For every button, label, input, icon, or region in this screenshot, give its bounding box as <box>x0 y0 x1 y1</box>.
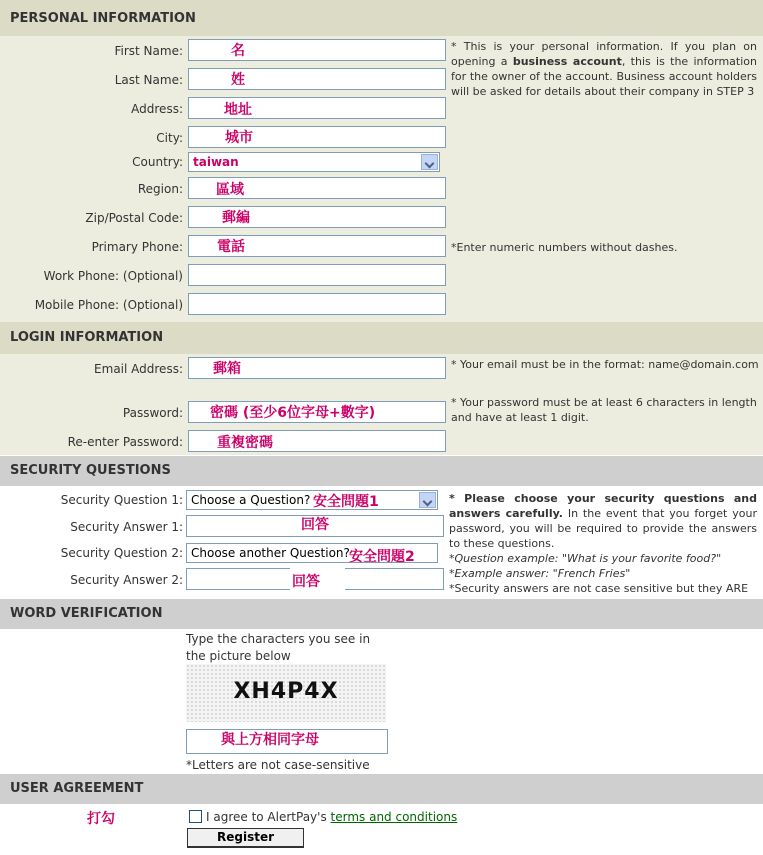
reenter-annotation: 重複密碼 <box>217 435 273 451</box>
phone-annotation: 電話 <box>217 239 245 255</box>
terms-link[interactable]: terms and conditions <box>330 810 458 824</box>
verification-header: WORD VERIFICATION <box>0 599 763 629</box>
email-note: * Your email must be in the format: name@domain.com <box>451 358 759 371</box>
a2-annotation: 回答 <box>292 574 320 590</box>
security-question-1-label: Security Question 1: <box>60 493 183 507</box>
password-note: * Your password must be at least 6 characters in length and have at least 1 digit. <box>451 396 757 424</box>
password-label: Password: <box>122 406 183 420</box>
captcha-text: XH4P4X <box>233 679 339 704</box>
email-annotation: 郵箱 <box>213 361 241 377</box>
zip-label: Zip/Postal Code: <box>85 211 183 225</box>
security-answer-2-label: Security Answer 2: <box>70 573 183 587</box>
q1-annotation: 安全問題1 <box>313 494 379 510</box>
address-annotation: 地址 <box>224 102 252 118</box>
agree-checkbox[interactable] <box>189 810 202 823</box>
work-phone-label: Work Phone: (Optional) <box>43 269 183 283</box>
captcha-case-note: *Letters are not case-sensitive <box>186 758 370 772</box>
address-label: Address: <box>131 102 183 116</box>
login-header: LOGIN INFORMATION <box>0 322 763 354</box>
q2-annotation: 安全問題2 <box>349 549 415 565</box>
city-label: City: <box>156 131 183 145</box>
email-label: Email Address: <box>94 362 183 376</box>
work-phone-input[interactable] <box>188 264 446 286</box>
a1-annotation: 回答 <box>301 517 329 533</box>
security-question-2-value: Choose another Question? <box>191 546 350 560</box>
security-question-1-value: Choose a Question? <box>191 493 311 507</box>
country-value: taiwan <box>193 155 239 169</box>
region-annotation: 區域 <box>216 182 244 198</box>
phone-note: *Enter numeric numbers without dashes. <box>451 241 678 254</box>
agree-text: I agree to AlertPay's terms and conditions <box>206 810 458 824</box>
chevron-down-icon[interactable] <box>419 492 436 508</box>
password-annotation: 密碼 (至少6位字母+數字) <box>210 405 376 421</box>
chevron-down-icon[interactable] <box>421 154 438 170</box>
zip-annotation: 郵編 <box>222 210 250 226</box>
primary-phone-label: Primary Phone: <box>91 240 183 254</box>
security-example-question: *Question example: "What is your favorite food?" <box>449 552 722 565</box>
last-name-label: Last Name: <box>114 73 183 87</box>
city-annotation: 城市 <box>225 130 253 146</box>
security-example-answer: *Example answer: "French Fries" <box>449 567 631 580</box>
checkbox-annotation: 打勾 <box>87 811 115 827</box>
last-name-input[interactable] <box>188 68 446 90</box>
mobile-phone-label: Mobile Phone: (Optional) <box>34 298 183 312</box>
verification-instruction-2: the picture below <box>186 649 291 663</box>
first-name-label: First Name: <box>114 44 183 58</box>
security-question-2-label: Security Question 2: <box>60 546 183 560</box>
last-name-annotation: 姓 <box>231 72 245 88</box>
reenter-password-label: Re-enter Password: <box>67 435 183 449</box>
personal-header: PERSONAL INFORMATION <box>0 0 763 36</box>
personal-info-note: * This is your personal information. If you plan on opening a business account, this is the information for the owner of the account. Business account holders will be asked for details about their company in STEP 3 <box>451 40 757 98</box>
region-label: Region: <box>137 182 183 196</box>
captcha-annotation: 與上方相同字母 <box>221 732 319 748</box>
first-name-input[interactable] <box>188 39 446 61</box>
security-note: * Please choose your security questions and answers carefully. In the event that you forget your password, you will be required to provide the answers to these questions. <box>449 492 757 550</box>
country-label: Country: <box>132 155 183 169</box>
agreement-header: USER AGREEMENT <box>0 774 763 804</box>
mobile-phone-input[interactable] <box>188 293 446 315</box>
security-question-1-select[interactable] <box>186 490 438 510</box>
captcha-image <box>186 664 386 722</box>
security-case-note: *Security answers are not case sensitive but they ARE <box>449 582 749 595</box>
country-select[interactable] <box>188 152 440 172</box>
first-name-annotation: 名 <box>231 43 245 59</box>
security-answer-1-label: Security Answer 1: <box>70 520 183 534</box>
verification-instruction-1: Type the characters you see in <box>186 632 371 646</box>
security-header: SECURITY QUESTIONS <box>0 456 763 486</box>
register-button[interactable]: Register <box>187 828 304 848</box>
